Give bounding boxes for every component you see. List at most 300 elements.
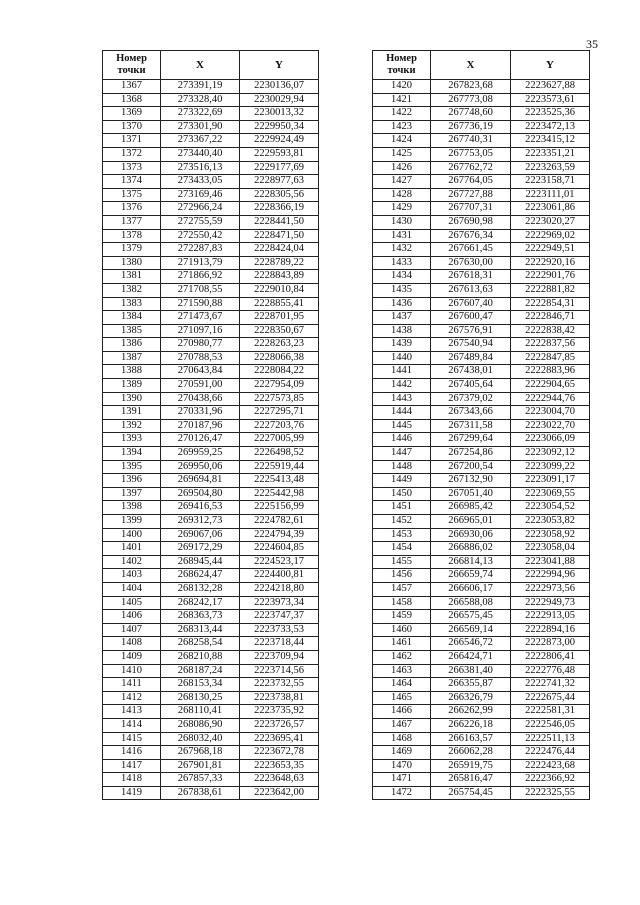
cell-point-number: 1409 bbox=[103, 650, 161, 664]
cell-y: 2222883,96 bbox=[511, 365, 590, 379]
cell-y: 2230029,94 bbox=[240, 93, 319, 107]
table-row bbox=[373, 637, 590, 651]
cell-point-number: 1438 bbox=[373, 324, 431, 338]
table-row bbox=[373, 365, 590, 379]
table-row bbox=[103, 705, 319, 719]
cell-point-number: 1431 bbox=[373, 229, 431, 243]
table-row bbox=[103, 270, 319, 284]
cell-x: 266606,17 bbox=[431, 582, 511, 596]
table-row bbox=[103, 474, 319, 488]
table-row bbox=[103, 610, 319, 624]
cell-point-number: 1457 bbox=[373, 582, 431, 596]
table-row bbox=[103, 515, 319, 529]
cell-y: 2228471,50 bbox=[240, 229, 319, 243]
cell-y: 2222881,82 bbox=[511, 283, 590, 297]
cell-x: 267254,86 bbox=[431, 447, 511, 461]
cell-x: 265919,75 bbox=[431, 759, 511, 773]
cell-y: 2229010,84 bbox=[240, 283, 319, 297]
cell-y: 2222949,73 bbox=[511, 596, 590, 610]
cell-x: 270438,66 bbox=[161, 392, 240, 406]
table-row bbox=[373, 80, 590, 94]
cell-point-number: 1468 bbox=[373, 732, 431, 746]
cell-x: 269067,06 bbox=[161, 528, 240, 542]
table-row bbox=[103, 297, 319, 311]
cell-point-number: 1469 bbox=[373, 746, 431, 760]
table-row bbox=[103, 637, 319, 651]
table-row bbox=[103, 569, 319, 583]
cell-point-number: 1393 bbox=[103, 433, 161, 447]
cell-y: 2223472,13 bbox=[511, 120, 590, 134]
table-row bbox=[373, 773, 590, 787]
cell-y: 2222913,05 bbox=[511, 610, 590, 624]
cell-point-number: 1396 bbox=[103, 474, 161, 488]
cell-point-number: 1449 bbox=[373, 474, 431, 488]
table-row bbox=[103, 447, 319, 461]
cell-point-number: 1451 bbox=[373, 501, 431, 515]
table-row bbox=[373, 623, 590, 637]
cell-x: 271590,88 bbox=[161, 297, 240, 311]
cell-x: 271866,92 bbox=[161, 270, 240, 284]
cell-x: 268363,73 bbox=[161, 610, 240, 624]
table-row bbox=[373, 379, 590, 393]
table-row bbox=[103, 351, 319, 365]
table-row bbox=[103, 93, 319, 107]
cell-y: 2223733,53 bbox=[240, 623, 319, 637]
cell-point-number: 1410 bbox=[103, 664, 161, 678]
cell-point-number: 1445 bbox=[373, 419, 431, 433]
cell-y: 2227295,71 bbox=[240, 406, 319, 420]
cell-x: 266163,57 bbox=[431, 732, 511, 746]
table-row bbox=[373, 161, 590, 175]
cell-point-number: 1460 bbox=[373, 623, 431, 637]
table-row bbox=[103, 256, 319, 270]
cell-point-number: 1384 bbox=[103, 311, 161, 325]
cell-x: 268242,17 bbox=[161, 596, 240, 610]
cell-point-number: 1368 bbox=[103, 93, 161, 107]
cell-y: 2228977,63 bbox=[240, 175, 319, 189]
cell-point-number: 1443 bbox=[373, 392, 431, 406]
cell-point-number: 1422 bbox=[373, 107, 431, 121]
cell-point-number: 1419 bbox=[103, 786, 161, 800]
cell-x: 268086,90 bbox=[161, 718, 240, 732]
table-row bbox=[373, 283, 590, 297]
coordinates-table-right bbox=[372, 50, 590, 800]
header-point-line1: Номер bbox=[116, 53, 147, 64]
cell-point-number: 1378 bbox=[103, 229, 161, 243]
cell-point-number: 1372 bbox=[103, 147, 161, 161]
cell-point-number: 1390 bbox=[103, 392, 161, 406]
table-row bbox=[373, 134, 590, 148]
cell-y: 2223092,12 bbox=[511, 447, 590, 461]
cell-x: 268945,44 bbox=[161, 555, 240, 569]
table-row bbox=[103, 175, 319, 189]
cell-point-number: 1407 bbox=[103, 623, 161, 637]
cell-point-number: 1402 bbox=[103, 555, 161, 569]
table-row bbox=[373, 311, 590, 325]
header-point-number bbox=[373, 51, 431, 80]
cell-x: 267707,31 bbox=[431, 202, 511, 216]
cell-y: 2228441,50 bbox=[240, 215, 319, 229]
cell-point-number: 1464 bbox=[373, 678, 431, 692]
cell-y: 2223672,78 bbox=[240, 746, 319, 760]
cell-y: 2229950,34 bbox=[240, 120, 319, 134]
table-row bbox=[373, 501, 590, 515]
table-row bbox=[373, 732, 590, 746]
cell-x: 267540,94 bbox=[431, 338, 511, 352]
cell-x: 269959,25 bbox=[161, 447, 240, 461]
table-row bbox=[373, 705, 590, 719]
cell-point-number: 1397 bbox=[103, 487, 161, 501]
cell-point-number: 1435 bbox=[373, 283, 431, 297]
cell-point-number: 1399 bbox=[103, 515, 161, 529]
cell-x: 267740,31 bbox=[431, 134, 511, 148]
cell-x: 268258,54 bbox=[161, 637, 240, 651]
cell-y: 2222949,51 bbox=[511, 243, 590, 257]
cell-y: 2223714,56 bbox=[240, 664, 319, 678]
cell-point-number: 1398 bbox=[103, 501, 161, 515]
table-row bbox=[103, 582, 319, 596]
table-row bbox=[103, 433, 319, 447]
cell-point-number: 1400 bbox=[103, 528, 161, 542]
table-row bbox=[103, 623, 319, 637]
cell-y: 2223709,94 bbox=[240, 650, 319, 664]
cell-point-number: 1406 bbox=[103, 610, 161, 624]
cell-point-number: 1436 bbox=[373, 297, 431, 311]
table-row bbox=[103, 379, 319, 393]
table-row bbox=[373, 746, 590, 760]
cell-x: 270187,96 bbox=[161, 419, 240, 433]
cell-y: 2223627,88 bbox=[511, 80, 590, 94]
table-row bbox=[373, 175, 590, 189]
cell-y: 2223648,63 bbox=[240, 773, 319, 787]
cell-point-number: 1452 bbox=[373, 515, 431, 529]
cell-point-number: 1388 bbox=[103, 365, 161, 379]
cell-point-number: 1448 bbox=[373, 460, 431, 474]
table-row bbox=[373, 93, 590, 107]
cell-y: 2224782,61 bbox=[240, 515, 319, 529]
cell-y: 2223066,09 bbox=[511, 433, 590, 447]
table-row bbox=[103, 501, 319, 515]
table-row bbox=[103, 678, 319, 692]
cell-point-number: 1456 bbox=[373, 569, 431, 583]
cell-x: 267690,98 bbox=[431, 215, 511, 229]
cell-y: 2223004,70 bbox=[511, 406, 590, 420]
cell-x: 270331,96 bbox=[161, 406, 240, 420]
cell-point-number: 1432 bbox=[373, 243, 431, 257]
cell-x: 267727,88 bbox=[431, 188, 511, 202]
cell-point-number: 1414 bbox=[103, 718, 161, 732]
cell-x: 273169,46 bbox=[161, 188, 240, 202]
cell-y: 2223726,57 bbox=[240, 718, 319, 732]
cell-y: 2227203,76 bbox=[240, 419, 319, 433]
table-row bbox=[373, 297, 590, 311]
cell-y: 2222581,31 bbox=[511, 705, 590, 719]
cell-x: 268624,47 bbox=[161, 569, 240, 583]
cell-x: 266262,99 bbox=[431, 705, 511, 719]
cell-point-number: 1466 bbox=[373, 705, 431, 719]
cell-x: 266588,08 bbox=[431, 596, 511, 610]
cell-x: 273328,40 bbox=[161, 93, 240, 107]
table-row bbox=[103, 134, 319, 148]
cell-x: 267200,54 bbox=[431, 460, 511, 474]
cell-y: 2226498,52 bbox=[240, 447, 319, 461]
cell-y: 2223054,52 bbox=[511, 501, 590, 515]
cell-x: 269950,06 bbox=[161, 460, 240, 474]
cell-y: 2223058,92 bbox=[511, 528, 590, 542]
cell-y: 2224400,81 bbox=[240, 569, 319, 583]
cell-x: 266659,74 bbox=[431, 569, 511, 583]
cell-point-number: 1421 bbox=[373, 93, 431, 107]
table-row bbox=[103, 773, 319, 787]
cell-x: 266886,02 bbox=[431, 542, 511, 556]
cell-x: 273301,90 bbox=[161, 120, 240, 134]
cell-y: 2228084,22 bbox=[240, 365, 319, 379]
cell-x: 267968,18 bbox=[161, 746, 240, 760]
cell-y: 2222511,13 bbox=[511, 732, 590, 746]
cell-y: 2223351,21 bbox=[511, 147, 590, 161]
cell-x: 273367,22 bbox=[161, 134, 240, 148]
cell-point-number: 1472 bbox=[373, 786, 431, 800]
cell-y: 2222969,02 bbox=[511, 229, 590, 243]
cell-y: 2223695,41 bbox=[240, 732, 319, 746]
cell-y: 2222675,44 bbox=[511, 691, 590, 705]
table-row bbox=[373, 229, 590, 243]
cell-point-number: 1373 bbox=[103, 161, 161, 175]
table-row bbox=[103, 324, 319, 338]
cell-x: 268132,28 bbox=[161, 582, 240, 596]
page-number: 35 bbox=[586, 37, 598, 51]
cell-point-number: 1387 bbox=[103, 351, 161, 365]
cell-point-number: 1391 bbox=[103, 406, 161, 420]
cell-point-number: 1417 bbox=[103, 759, 161, 773]
cell-y: 2230013,32 bbox=[240, 107, 319, 121]
cell-y: 2222325,55 bbox=[511, 786, 590, 800]
cell-point-number: 1461 bbox=[373, 637, 431, 651]
cell-x: 267051,40 bbox=[431, 487, 511, 501]
cell-x: 273516,13 bbox=[161, 161, 240, 175]
cell-x: 271473,67 bbox=[161, 311, 240, 325]
cell-x: 267736,19 bbox=[431, 120, 511, 134]
cell-y: 2223573,61 bbox=[511, 93, 590, 107]
cell-x: 270126,47 bbox=[161, 433, 240, 447]
cell-y: 2223158,71 bbox=[511, 175, 590, 189]
table-row bbox=[103, 596, 319, 610]
table-row bbox=[373, 256, 590, 270]
table-row bbox=[373, 542, 590, 556]
cell-y: 2223747,37 bbox=[240, 610, 319, 624]
table-row bbox=[373, 569, 590, 583]
cell-point-number: 1413 bbox=[103, 705, 161, 719]
cell-point-number: 1379 bbox=[103, 243, 161, 257]
cell-y: 2222423,68 bbox=[511, 759, 590, 773]
table-row bbox=[373, 555, 590, 569]
cell-x: 268210,88 bbox=[161, 650, 240, 664]
cell-point-number: 1429 bbox=[373, 202, 431, 216]
cell-y: 2222847,85 bbox=[511, 351, 590, 365]
cell-x: 272287,83 bbox=[161, 243, 240, 257]
cell-x: 267823,68 bbox=[431, 80, 511, 94]
cell-point-number: 1382 bbox=[103, 283, 161, 297]
cell-y: 2229593,81 bbox=[240, 147, 319, 161]
table-row bbox=[373, 120, 590, 134]
cell-point-number: 1467 bbox=[373, 718, 431, 732]
table-row bbox=[373, 460, 590, 474]
table-row bbox=[373, 215, 590, 229]
cell-x: 272966,24 bbox=[161, 202, 240, 216]
cell-y: 2228350,67 bbox=[240, 324, 319, 338]
cell-y: 2223973,34 bbox=[240, 596, 319, 610]
cell-x: 268187,24 bbox=[161, 664, 240, 678]
cell-x: 266965,01 bbox=[431, 515, 511, 529]
cell-x: 273391,19 bbox=[161, 80, 240, 94]
cell-x: 267132,90 bbox=[431, 474, 511, 488]
table-row bbox=[103, 759, 319, 773]
table-row bbox=[103, 555, 319, 569]
cell-y: 2228424,04 bbox=[240, 243, 319, 257]
cell-y: 2222944,76 bbox=[511, 392, 590, 406]
cell-x: 266355,87 bbox=[431, 678, 511, 692]
cell-x: 267676,34 bbox=[431, 229, 511, 243]
cell-point-number: 1459 bbox=[373, 610, 431, 624]
cell-x: 266814,13 bbox=[431, 555, 511, 569]
cell-x: 266381,40 bbox=[431, 664, 511, 678]
table-row bbox=[373, 338, 590, 352]
cell-point-number: 1425 bbox=[373, 147, 431, 161]
cell-x: 266062,28 bbox=[431, 746, 511, 760]
cell-x: 271097,16 bbox=[161, 324, 240, 338]
cell-y: 2223415,12 bbox=[511, 134, 590, 148]
table-row bbox=[373, 447, 590, 461]
cell-point-number: 1389 bbox=[103, 379, 161, 393]
table-row bbox=[373, 718, 590, 732]
table-row bbox=[373, 324, 590, 338]
table-row bbox=[373, 610, 590, 624]
cell-point-number: 1471 bbox=[373, 773, 431, 787]
cell-y: 2222920,16 bbox=[511, 256, 590, 270]
table-row bbox=[103, 311, 319, 325]
cell-x: 266546,72 bbox=[431, 637, 511, 651]
cell-y: 2223053,82 bbox=[511, 515, 590, 529]
cell-y: 2222854,31 bbox=[511, 297, 590, 311]
cell-point-number: 1465 bbox=[373, 691, 431, 705]
cell-x: 265816,47 bbox=[431, 773, 511, 787]
cell-y: 2223653,35 bbox=[240, 759, 319, 773]
cell-x: 269312,73 bbox=[161, 515, 240, 529]
cell-x: 267762,72 bbox=[431, 161, 511, 175]
cell-point-number: 1377 bbox=[103, 215, 161, 229]
cell-y: 2229924,49 bbox=[240, 134, 319, 148]
cell-point-number: 1416 bbox=[103, 746, 161, 760]
cell-point-number: 1404 bbox=[103, 582, 161, 596]
table-header-row bbox=[373, 51, 590, 80]
cell-point-number: 1439 bbox=[373, 338, 431, 352]
cell-y: 2223732,55 bbox=[240, 678, 319, 692]
cell-y: 2223022,70 bbox=[511, 419, 590, 433]
cell-x: 267748,60 bbox=[431, 107, 511, 121]
cell-y: 2227573,85 bbox=[240, 392, 319, 406]
cell-point-number: 1428 bbox=[373, 188, 431, 202]
cell-x: 267661,45 bbox=[431, 243, 511, 257]
header-x: X bbox=[161, 51, 240, 80]
cell-x: 266326,79 bbox=[431, 691, 511, 705]
cell-y: 2224218,80 bbox=[240, 582, 319, 596]
cell-y: 2228843,89 bbox=[240, 270, 319, 284]
cell-x: 273322,69 bbox=[161, 107, 240, 121]
table-row bbox=[103, 732, 319, 746]
table-row bbox=[103, 528, 319, 542]
cell-point-number: 1441 bbox=[373, 365, 431, 379]
cell-y: 2223069,55 bbox=[511, 487, 590, 501]
cell-y: 2222904,65 bbox=[511, 379, 590, 393]
cell-y: 2222776,48 bbox=[511, 664, 590, 678]
cell-y: 2222994,96 bbox=[511, 569, 590, 583]
cell-point-number: 1375 bbox=[103, 188, 161, 202]
cell-y: 2225156,99 bbox=[240, 501, 319, 515]
cell-x: 268032,40 bbox=[161, 732, 240, 746]
table-row bbox=[103, 147, 319, 161]
cell-x: 268313,44 bbox=[161, 623, 240, 637]
cell-x: 266985,42 bbox=[431, 501, 511, 515]
cell-y: 2223525,36 bbox=[511, 107, 590, 121]
table-row bbox=[103, 650, 319, 664]
cell-point-number: 1444 bbox=[373, 406, 431, 420]
cell-point-number: 1450 bbox=[373, 487, 431, 501]
coordinates-table-left bbox=[102, 50, 319, 800]
cell-point-number: 1367 bbox=[103, 80, 161, 94]
cell-x: 266424,71 bbox=[431, 650, 511, 664]
header-point-line1: Номер bbox=[386, 53, 417, 64]
cell-y: 2222894,16 bbox=[511, 623, 590, 637]
table-row bbox=[373, 786, 590, 800]
table-row bbox=[103, 283, 319, 297]
table-row bbox=[103, 664, 319, 678]
cell-y: 2229177,69 bbox=[240, 161, 319, 175]
cell-point-number: 1385 bbox=[103, 324, 161, 338]
table-row bbox=[103, 215, 319, 229]
cell-x: 270788,53 bbox=[161, 351, 240, 365]
table-row bbox=[373, 392, 590, 406]
cell-point-number: 1446 bbox=[373, 433, 431, 447]
cell-x: 267753,05 bbox=[431, 147, 511, 161]
cell-x: 269172,29 bbox=[161, 542, 240, 556]
cell-point-number: 1395 bbox=[103, 460, 161, 474]
cell-x: 267600,47 bbox=[431, 311, 511, 325]
header-point-line2: точки bbox=[387, 65, 416, 76]
cell-point-number: 1434 bbox=[373, 270, 431, 284]
cell-point-number: 1463 bbox=[373, 664, 431, 678]
cell-x: 267405,64 bbox=[431, 379, 511, 393]
cell-point-number: 1470 bbox=[373, 759, 431, 773]
table-row bbox=[103, 243, 319, 257]
cell-point-number: 1424 bbox=[373, 134, 431, 148]
cell-y: 2224604,85 bbox=[240, 542, 319, 556]
table-row bbox=[103, 80, 319, 94]
cell-point-number: 1371 bbox=[103, 134, 161, 148]
cell-point-number: 1386 bbox=[103, 338, 161, 352]
table-row bbox=[373, 664, 590, 678]
cell-point-number: 1403 bbox=[103, 569, 161, 583]
cell-y: 2222806,41 bbox=[511, 650, 590, 664]
cell-x: 265754,45 bbox=[431, 786, 511, 800]
table-row bbox=[373, 433, 590, 447]
cell-y: 2227005,99 bbox=[240, 433, 319, 447]
cell-y: 2223058,04 bbox=[511, 542, 590, 556]
cell-y: 2228263,23 bbox=[240, 338, 319, 352]
cell-y: 2223263,59 bbox=[511, 161, 590, 175]
cell-point-number: 1405 bbox=[103, 596, 161, 610]
cell-point-number: 1369 bbox=[103, 107, 161, 121]
cell-y: 2228366,19 bbox=[240, 202, 319, 216]
